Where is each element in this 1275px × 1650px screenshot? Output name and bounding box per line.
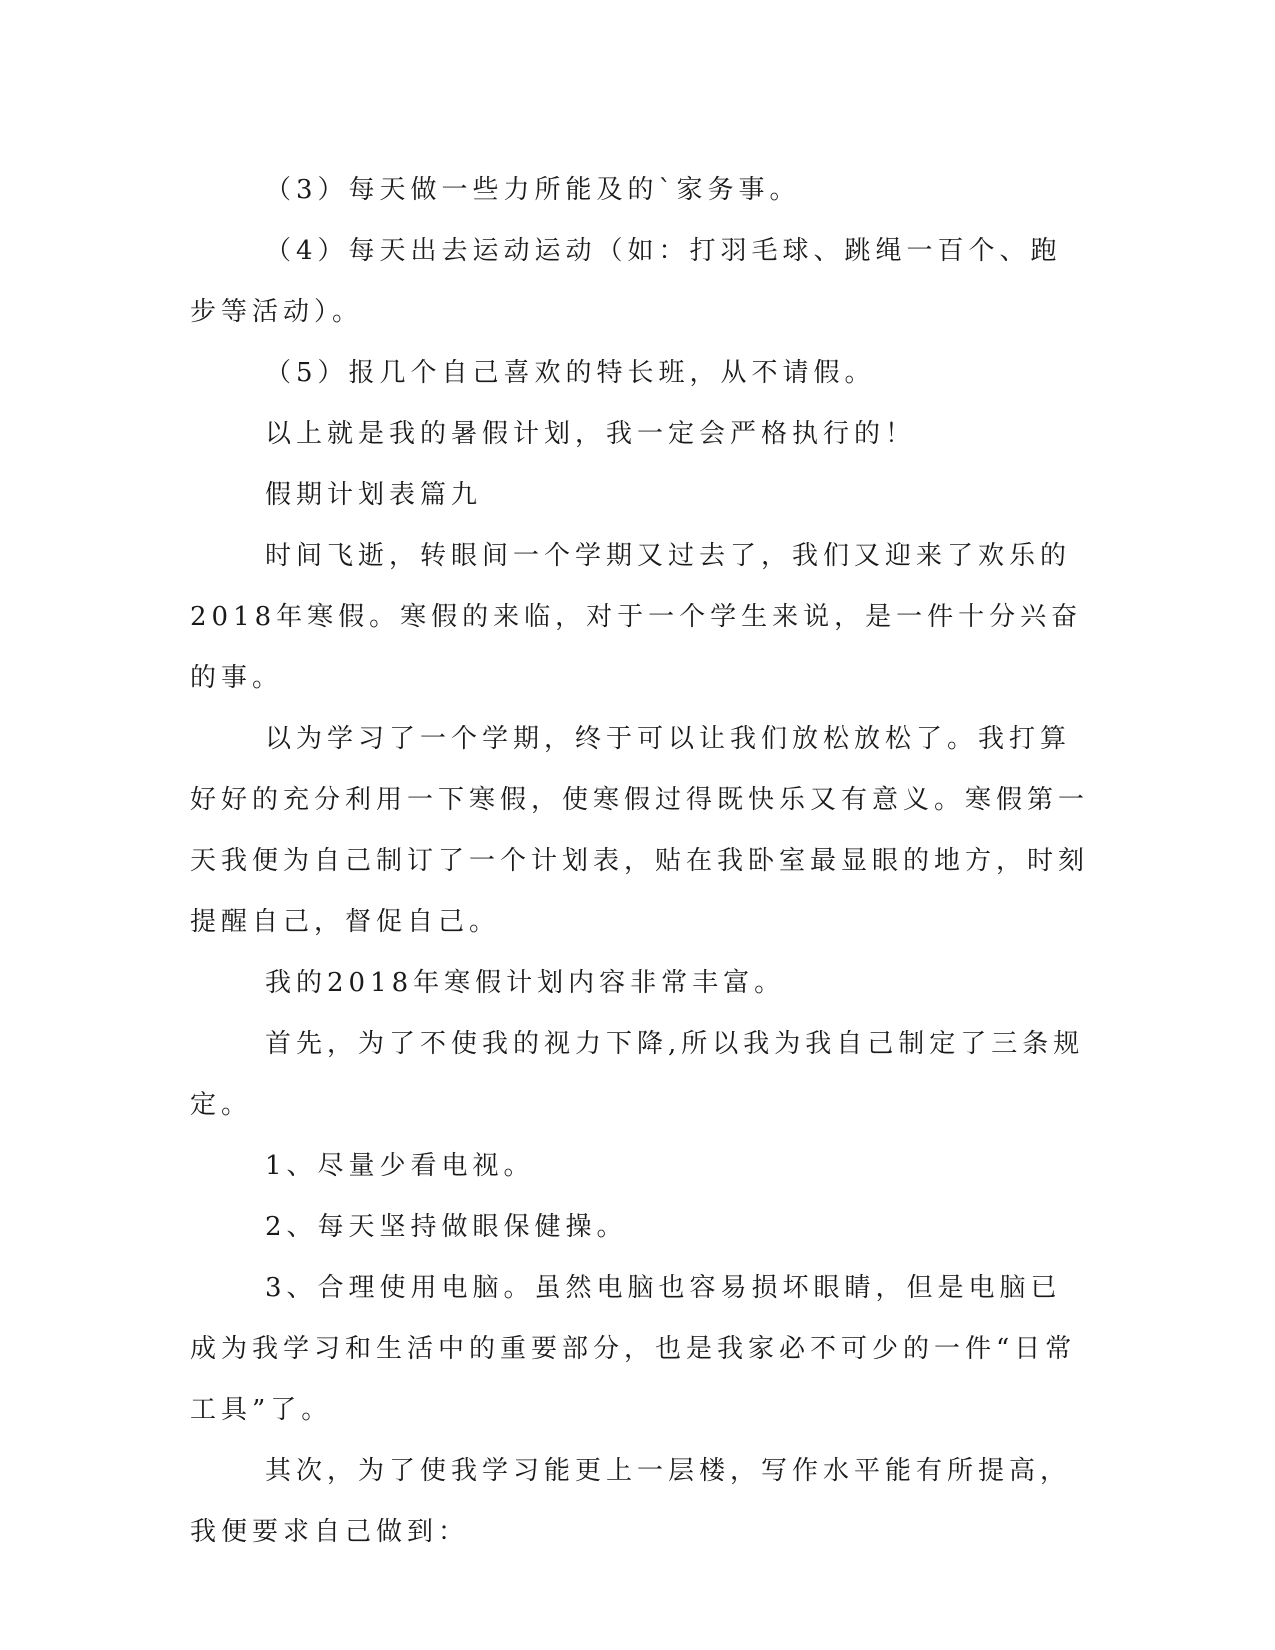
- paragraph-vision-rules: 首先，为了不使我的视力下降,所以我为我自己制定了三条规定。: [190, 1029, 1085, 1120]
- section-heading: 假期计划表篇九: [265, 480, 483, 510]
- paragraph-summer-plan-conclusion: 以上就是我的暑假计划，我一定会严格执行的！: [265, 419, 917, 449]
- paragraph-study-goals: 其次，为了使我学习能更上一层楼，写作水平能有所提高，我便要求自己做到：: [190, 1456, 1072, 1547]
- paragraph-plan-table: 以为学习了一个学期，终于可以让我们放松放松了。我打算好好的充分利用一下寒假，使寒假过得既快乐又有意义。寒假第一天我便为自己制订了一个计划表，贴在我卧室最显眼的地方，时刻提醒自己，督促自己。: [190, 724, 1090, 937]
- paragraph-housework: （3）每天做一些力所能及的`家务事。: [265, 175, 801, 205]
- paragraph-plan-content: 我的2018年寒假计划内容非常丰富。: [265, 968, 786, 998]
- list-item-eye-exercise: 2、每天坚持做眼保健操。: [265, 1212, 628, 1242]
- paragraph-special-class: （5）报几个自己喜欢的特长班，从不请假。: [265, 358, 876, 388]
- list-item-computer-use: 3、合理使用电脑。虽然电脑也容易损坏眼睛，但是电脑已成为我学习和生活中的重要部分，也是我家必不可少的一件“日常工具”了。: [190, 1273, 1077, 1425]
- paragraph-exercise: （4）每天出去运动运动（如：打羽毛球、跳绳一百个、跑步等活动）。: [190, 236, 1062, 327]
- document-body: [190, 160, 1090, 1563]
- paragraph-winter-break-intro: 时间飞逝，转眼间一个学期又过去了，我们又迎来了欢乐的2018年寒假。寒假的来临，对于一个学生来说，是一件十分兴奋的事。: [190, 541, 1083, 693]
- list-item-less-tv: 1、尽量少看电视。: [265, 1151, 535, 1181]
